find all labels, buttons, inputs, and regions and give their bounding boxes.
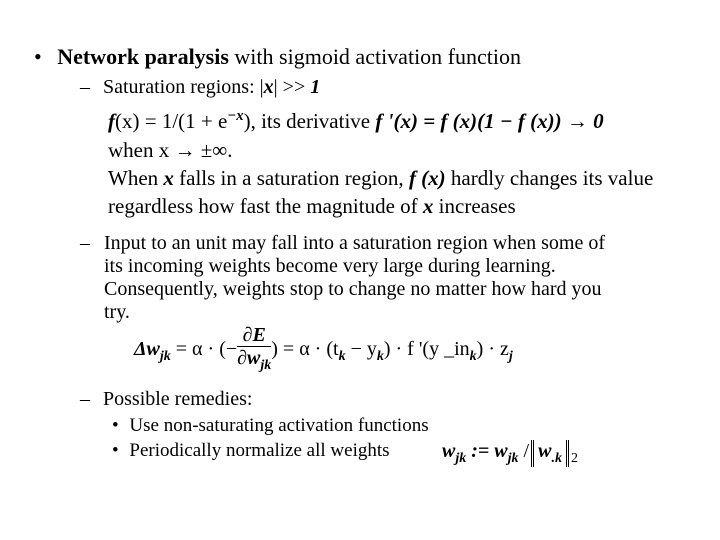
norm-slash: / <box>518 440 530 462</box>
delta-mid1: = α · (− <box>170 338 238 361</box>
norm-order: 2 <box>570 451 578 466</box>
remedy-item <box>112 415 429 437</box>
delta-mid5: ) · z <box>476 338 509 361</box>
norm-w2-sub: jk <box>507 451 519 466</box>
bullet-bold-text: Network paralysis <box>57 44 229 69</box>
dash-marker: – <box>80 76 90 98</box>
remedy-text: Use non-saturating activation functions <box>129 415 429 436</box>
fraction-den-sub: jk <box>260 358 272 373</box>
t-sub: k <box>338 349 346 365</box>
remedy-text: Periodically normalize all weights <box>129 440 390 461</box>
remedy-item <box>112 440 390 462</box>
partial-fraction <box>237 324 271 377</box>
paragraph-line: Consequently, weights stop to change no matter how hard you <box>104 278 602 300</box>
input-saturation-paragraph <box>104 232 605 324</box>
sub-bullet-saturation-regions <box>80 76 320 99</box>
fraction-numerator: ∂E <box>237 324 271 347</box>
eq-part-a: (x) = 1/(1 + e <box>115 109 228 133</box>
delta-mid2: ) = α · (t <box>271 338 339 361</box>
sub-bullet-remedies <box>80 388 252 411</box>
eq-l4-b: increases <box>433 194 516 218</box>
eq-l3-c: hardly changes its value <box>445 166 654 190</box>
norm-w: w <box>442 440 456 462</box>
norm-assign: := w <box>466 440 508 462</box>
eq-part-b: ), its derivative <box>243 109 376 133</box>
eq-f: f <box>108 109 115 133</box>
remedies-heading: Possible remedies: <box>103 388 253 410</box>
eq-l3-b: falls in a saturation region, <box>173 166 409 190</box>
equation-line-3 <box>108 166 653 191</box>
saturation-prefix: Saturation regions: | <box>103 76 264 98</box>
eq-l3-a: When <box>108 166 164 190</box>
paragraph-line: try. <box>104 301 130 323</box>
delta-mid3: − y <box>345 338 377 361</box>
var-x: x <box>263 76 274 98</box>
equation-line-4 <box>108 194 516 219</box>
eq-l4-x: x <box>422 194 434 218</box>
remedy-marker: • <box>112 415 119 436</box>
delta-w: Δw <box>134 338 160 361</box>
weight-update-equation <box>134 324 513 377</box>
eq-when: when x → ±∞. <box>108 138 233 162</box>
eq-l3-x: x <box>163 166 174 190</box>
eq-exponent: −x <box>227 108 244 124</box>
norm-vector: w <box>538 440 552 462</box>
in-sub: k <box>469 349 477 365</box>
equation-line-2 <box>108 138 232 163</box>
norm-bars <box>531 440 569 467</box>
eq-derivative: f '(x) = f (x)(1 − f (x)) → 0 <box>375 109 604 133</box>
saturation-suffix: | >> <box>273 76 311 98</box>
paragraph-line: its incoming weights become very large during learning. <box>104 255 556 277</box>
eq-l3-f: f (x) <box>408 166 446 190</box>
bullet-text: with sigmoid activation function <box>228 44 521 69</box>
eq-l4-a: regardless how fast the magnitude of <box>108 194 423 218</box>
bullet-marker: • <box>34 44 42 69</box>
value-one: 1 <box>310 76 321 98</box>
norm-vector-sub: .k <box>551 451 562 466</box>
sub-bullet-input-saturation <box>80 232 90 255</box>
z-sub: j <box>508 349 513 365</box>
fraction-denominator: ∂w <box>237 347 261 369</box>
paragraph-line: Input to an unit may fall into a saturation region when some of <box>104 232 605 254</box>
y-sub: k <box>376 349 384 365</box>
dash-marker: – <box>80 388 90 410</box>
normalization-equation <box>442 440 578 467</box>
bullet-network-paralysis <box>34 44 521 70</box>
dash-marker: – <box>80 232 90 254</box>
delta-mid4: ) · f '(y _in <box>383 338 470 361</box>
norm-w-sub: jk <box>455 451 467 466</box>
remedy-marker: • <box>112 440 119 461</box>
equation-line-1 <box>108 108 604 134</box>
delta-w-sub: jk <box>159 349 171 365</box>
